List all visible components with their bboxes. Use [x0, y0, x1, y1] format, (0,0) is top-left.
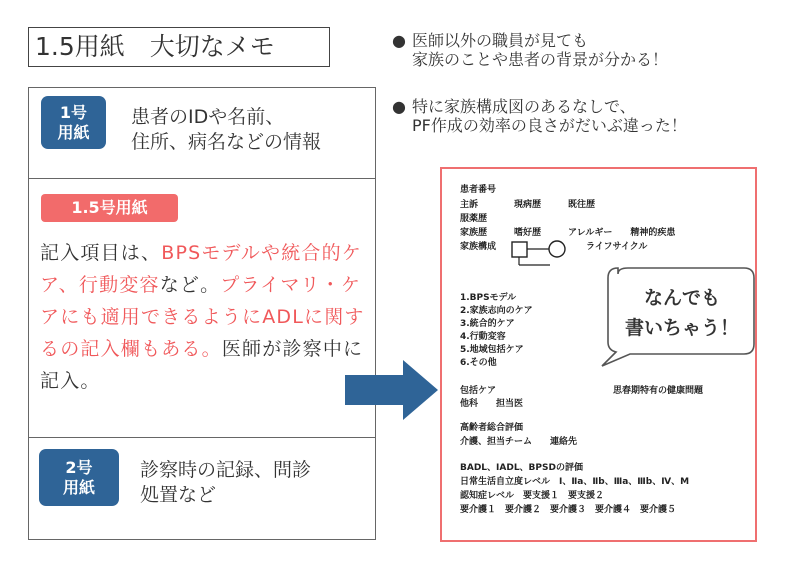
form-line: 2.家族志向のケア	[460, 306, 533, 316]
form-line: 主訴 現病歴 既往歴	[460, 200, 596, 210]
form-line: 患者番号	[460, 185, 497, 195]
bullet-line: 特に家族構成図のあるなしで、	[412, 97, 636, 116]
bubble-line: 書いちゃう！	[624, 317, 739, 339]
form-line: 他科 担当医	[460, 399, 524, 409]
form-line: 家族構成 ライフサイクル	[460, 242, 648, 252]
form-line: 日常生活自立度レベル Ⅰ、Ⅱa、Ⅱb、Ⅲa、Ⅲb、Ⅳ、M	[460, 477, 690, 487]
genogram-icon	[510, 239, 572, 271]
right-arrow-icon	[345, 360, 440, 420]
bubble-text	[610, 283, 754, 343]
badge-line: 用紙	[62, 477, 95, 497]
bullet-dot: ●	[392, 31, 406, 50]
form-line: 1.BPSモデル	[460, 293, 517, 303]
desc-part: など。	[159, 274, 221, 296]
badge-line: 1号	[59, 102, 88, 122]
form-line: 要介護１ 要介護２ 要介護３ 要介護４ 要介護５	[460, 505, 677, 515]
desc-part: 医師が診察中に記入。	[40, 338, 364, 392]
form-line: 4.行動変容	[460, 332, 506, 342]
form-line: 3.統合的ケア	[460, 319, 515, 329]
form-line: 認知症レベル 要支援１ 要支援２	[460, 491, 605, 501]
page-title: 1.5用紙 大切なメモ	[28, 27, 330, 67]
bullet-line: PF作成の効率の良さがだいぶ違った！	[412, 116, 687, 135]
bubble-line: なんでも	[643, 287, 720, 309]
form-line: 介護、担当チーム 連絡先	[460, 437, 578, 447]
bullet-line: 医師以外の職員が見ても	[412, 31, 589, 50]
form-line: 6.その他	[460, 358, 497, 368]
desc-part-highlight: プライマリ・ケアにも適用できるようにADLに関するの記入欄もある。	[40, 274, 365, 360]
form-1-description: 患者のIDや名前、 住所、病名などの情報	[131, 106, 322, 153]
bullet-2	[392, 97, 687, 135]
form-line: 家族歴 嗜好歴 アレルギー 精神的疾患	[460, 228, 676, 238]
form-1-5-box	[28, 179, 376, 438]
form-2-description: 診察時の記録、問診 処置など	[140, 459, 312, 506]
desc-part-highlight: BPSモデルや統合的ケア、行動変容	[40, 242, 363, 296]
form-1-5-badge: 1.5号用紙	[41, 194, 178, 222]
bullet-dot: ●	[392, 97, 406, 116]
form-line: 高齢者総合評価	[460, 423, 524, 433]
form-line: 5.地域包括ケア	[460, 345, 524, 355]
form-line: 包括ケア 思春期特有の健康問題	[460, 386, 704, 396]
form-1-badge	[41, 96, 106, 149]
form-line: BADL、IADL、BPSDの評価	[460, 463, 583, 473]
form-1-box	[28, 87, 376, 179]
badge-line: 用紙	[57, 122, 90, 142]
badge-line: 2号	[65, 457, 93, 477]
desc-part: 記入項目は、	[40, 242, 162, 264]
bullet-line: 家族のことや患者の背景が分かる！	[412, 50, 669, 69]
form-2-box	[28, 438, 376, 540]
form-2-badge	[39, 449, 119, 506]
bullet-1	[392, 31, 668, 69]
form-1-5-description	[40, 237, 370, 397]
form-line: 服薬歴	[460, 214, 488, 224]
